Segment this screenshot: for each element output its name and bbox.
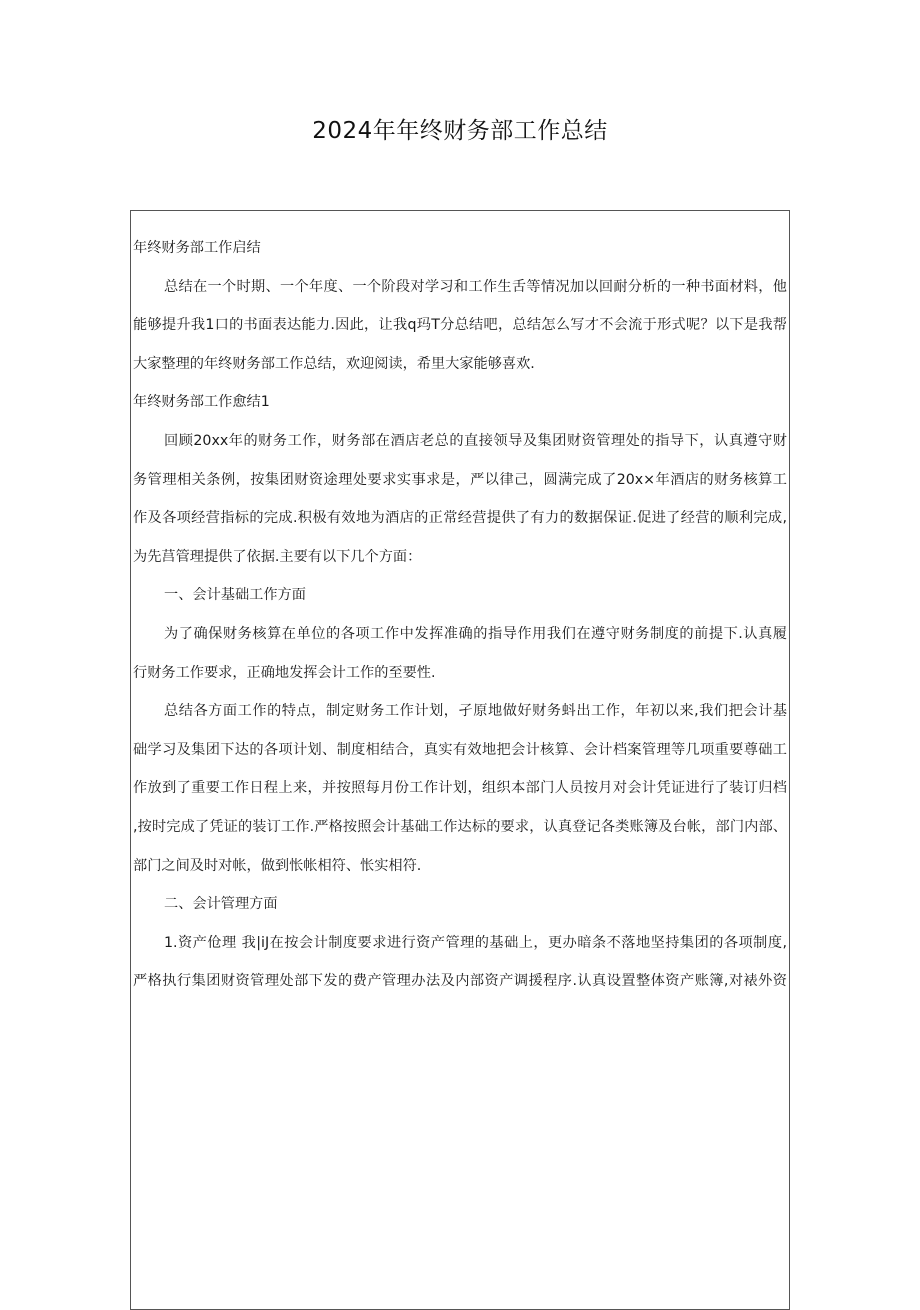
doc-line-3: 能够提升我1口的书面表达能力.因此，让我q玛T分总结吧，总结怎么写才不会流于形式呢？以下是我帮 — [133, 317, 787, 334]
doc-line-2: 总结在一个时期、一个年度、一个阶段对学习和工作生舌等情况加以回耐分析的一种书面材料，他 — [164, 278, 787, 295]
doc-line-9: 为先莒管理提供了依据.主要有以下几个方面： — [133, 548, 422, 565]
doc-line-6: 回顾20xx年的财务工作，财务部在酒店老总的直接领导及集团财资管理处的指导下，认真遵守财 — [164, 432, 787, 449]
doc-line-7: 务管理相关条例，按集团财资途理处要求实事求是，严以律己，圆满完成了20x×年酒店的财务核算工 — [133, 471, 787, 488]
doc-line-10: 一、会计基础工作方面 — [164, 587, 306, 604]
document-body — [130, 210, 790, 1310]
doc-line-14: 础学习及集团下达的各项计划、制度相结合，真实有效地把会计核算、会计档案管理等几项重要尊础工 — [133, 741, 787, 758]
doc-line-4: 大家整理的年终财务部工作总结，欢迎阅读，希里大家能够喜欢. — [133, 355, 535, 372]
doc-line-1: 年终财务部工作启结 — [133, 240, 261, 256]
doc-line-5: 年终财务部工作愈结1 — [133, 394, 270, 411]
doc-line-13: 总结各方面工作的特点，制定财务工作计划，孑原地做好财务蚪出工作，年初以来,我们把会计基 — [164, 703, 787, 720]
doc-line-16: ,按时完成了凭证的装订工作.严格按照会计基础工作达标的要求，认真登记各类账簿及台帐，部门内部、 — [133, 818, 787, 835]
doc-line-15: 作放到了重要工作日程上来，并按照每月份工作计划，组织本部门人员按月对会计凭证进行了装订归档 — [133, 780, 787, 797]
doc-line-12: 行财务工作要求，正确地发挥会计工作的至要性. — [133, 664, 436, 681]
doc-line-8: 作及各项经营指标的完成.积极有效地为酒店的正常经营提供了有力的数据保证.促进了经营的顺利完成, — [133, 510, 787, 527]
doc-line-20: 严格执行集团财资管理处部下发的费产管理办法及内部资产调援程序.认真设置整体资产账簿,对裱外资 — [133, 973, 787, 990]
doc-line-18: 二、会计管理方面 — [164, 896, 278, 913]
document-title: 2024年年终财务部工作总结 — [312, 118, 608, 144]
doc-line-19: 1.资产伧理 我|iJ在按会计制度要求进行资产管理的基础上，更办暗条不落地坚持集团的各项制度, — [164, 934, 787, 951]
doc-line-11: 为了确保财务核算在单位的各项工作中发挥准确的指导作用我们在遵守财务制度的前提下.认真履 — [164, 625, 787, 642]
doc-line-17: 部门之间及时对帐，做到怅帐相符、怅实相符. — [133, 857, 422, 874]
